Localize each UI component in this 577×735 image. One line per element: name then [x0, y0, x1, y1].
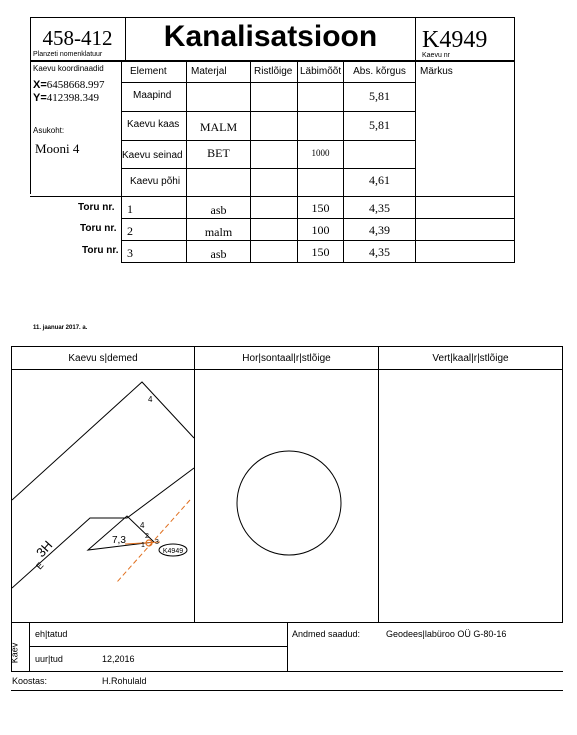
compiled-label: Koostas:: [12, 676, 48, 686]
header-material: Materjal: [191, 66, 227, 77]
well-callout-label: K4949: [162, 548, 184, 555]
row-height: 5,81: [369, 118, 390, 132]
pipe-nr: 3: [127, 246, 133, 260]
document-date: 11. jaanuar 2017. a.: [33, 325, 88, 331]
pipe-height: 4,35: [369, 245, 390, 259]
row-height: 5,81: [369, 89, 390, 103]
surveyed-label: uur|tud: [35, 654, 63, 664]
pipe-diameter: 150: [311, 201, 330, 215]
pipe-nr: 2: [127, 224, 133, 238]
panel-title-vertical-section: Vert|kaal|r|stlõige: [432, 353, 509, 364]
pipe-label: Toru nr.: [82, 245, 119, 256]
label-pipe-3: 3: [155, 539, 159, 546]
kaev-label: Kaev: [9, 642, 20, 664]
row-material: BET: [207, 146, 230, 160]
row-element: Maapind: [133, 90, 172, 101]
map-sheet-number: 458-412: [42, 26, 113, 50]
coord-x: X=6458668.997: [33, 79, 105, 91]
row-element: Kaevu seinad: [122, 150, 183, 161]
page-title: Kanalisatsioon: [163, 20, 378, 53]
compiled-value: H.Rohulald: [102, 676, 147, 686]
panel-title-sketch: Kaevu s|demed: [68, 353, 138, 364]
pipe-label: Toru nr.: [78, 202, 115, 213]
pipe-material: asb: [210, 203, 227, 217]
building-outline: [12, 382, 194, 500]
well-id-caption: Kaevu nr: [422, 52, 451, 59]
source-value: Geodees|labüroo OÜ G-80-16: [386, 629, 507, 639]
row-height: 4,61: [369, 173, 390, 187]
header-element: Element: [130, 66, 167, 77]
row-diameter: 1000: [311, 148, 330, 158]
pipe-height: 4,39: [369, 223, 390, 237]
label-pipe-1: 1: [141, 542, 145, 549]
address: Mooni 4: [35, 141, 80, 156]
label-e: E: [34, 560, 46, 572]
well-outline-circle: [237, 451, 341, 555]
well-sketch: [12, 370, 194, 622]
label-pipe-4: 4: [140, 521, 145, 530]
pipe-nr: 1: [127, 202, 133, 216]
well-id: K4949: [422, 27, 488, 53]
panel-title-horizontal-section: Hor|sontaal|r|stlõige: [242, 353, 331, 364]
pipe-material: malm: [204, 225, 233, 239]
label-building-number: 4: [148, 395, 153, 404]
row-element: Kaevu põhi: [130, 176, 181, 187]
surveyed-value: 12,2016: [102, 654, 135, 664]
pipe-height: 4,35: [369, 201, 390, 215]
label-distance: 7,3: [112, 535, 126, 546]
horizontal-section: [195, 370, 378, 622]
built-label: eh|tatud: [35, 629, 68, 639]
pipe-label: Toru nr.: [80, 223, 117, 234]
label-pipe-2: 2: [145, 533, 149, 540]
address-caption: Asukoht:: [33, 126, 65, 135]
map-sheet-caption: Planzeti nomenklatuur: [33, 51, 103, 58]
row-material: MALM: [199, 120, 238, 134]
pipe-material: asb: [210, 247, 227, 261]
pipe-diameter: 100: [311, 223, 330, 237]
header-cross-section: Ristlõige: [254, 66, 293, 77]
pipe-diameter: 150: [311, 245, 330, 259]
label-3h: 3H: [33, 537, 56, 561]
coord-y: Y=412398.349: [33, 92, 100, 104]
header-remark: Märkus: [420, 66, 453, 77]
row-element: Kaevu kaas: [127, 119, 180, 130]
header-diameter: Läbimõõt: [300, 66, 342, 77]
coord-caption: Kaevu koordinaadid: [33, 64, 104, 73]
source-label: Andmed saadud:: [292, 629, 361, 639]
header-abs-height: Abs. kõrgus: [353, 66, 406, 77]
